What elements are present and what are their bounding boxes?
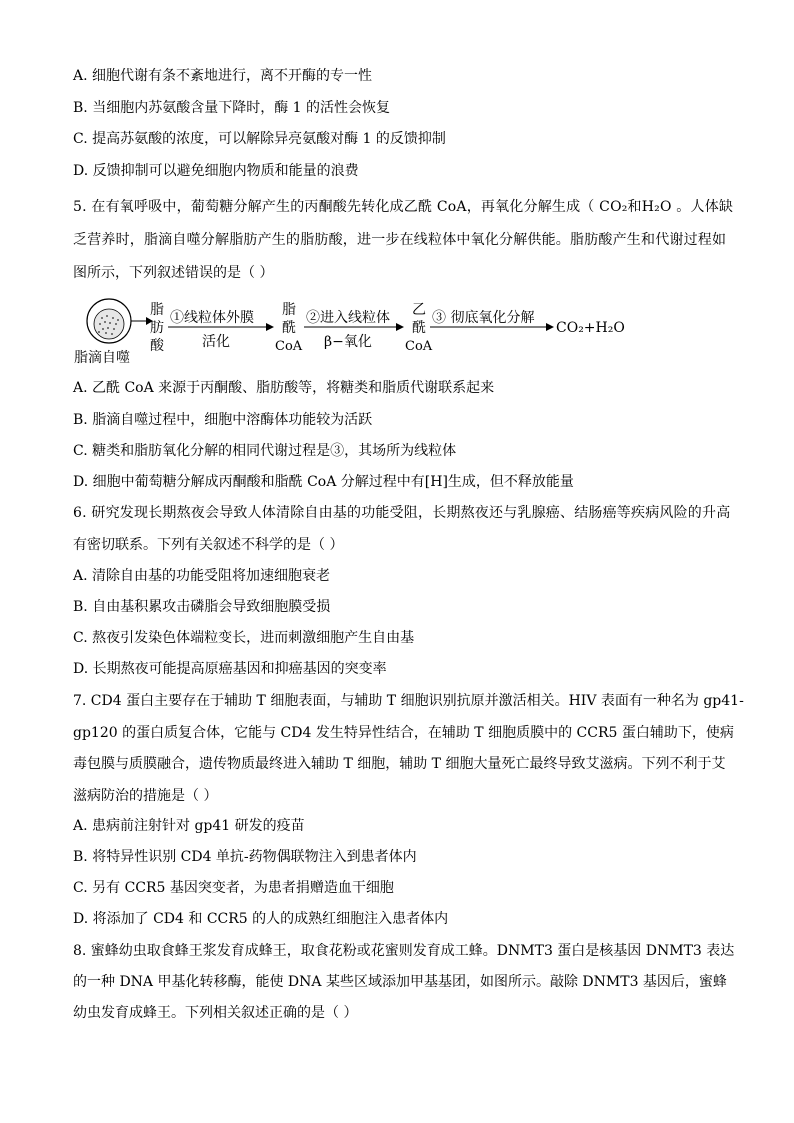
q7-stem-line-4: 滋病防治的措施是（ ） xyxy=(73,788,218,804)
node1-char-1: 脂 xyxy=(150,302,164,318)
q8-stem-line-2: 的一种 DNA 甲基化转移酶，能使 DNA 某些区域添加甲基基团，如图所示。敲除 DNMT3 基因后，蜜蜂 xyxy=(73,974,727,990)
q5-option-d: D. 细胞中葡萄糖分解成丙酮酸和脂酰 CoA 分解过程中有[H]生成，但不释放能量 xyxy=(73,474,574,490)
q6-stem-line-1: 6. 研究发现长期熬夜会导致人体清除自由基的功能受阻，长期熬夜还与乳腺癌、结肠癌等疾病风险的升高 xyxy=(73,505,731,521)
q4-option-a: A. 细胞代谢有条不紊地进行，离不开酶的专一性 xyxy=(73,68,373,84)
node1-char-2: 肪 xyxy=(150,320,164,336)
q4-option-c: C. 提高苏氨酸的浓度，可以解除异亮氨酸对酶 1 的反馈抑制 xyxy=(73,131,446,147)
q6-option-b: B. 自由基积累攻击磷脂会导致细胞膜受损 xyxy=(73,599,331,615)
node3-char-3: CoA xyxy=(405,339,433,354)
product-label: CO₂+H₂O xyxy=(556,320,625,336)
lipid-droplet-icon xyxy=(87,299,131,343)
step1-bottom-label: 活化 xyxy=(202,334,230,350)
step3-top-label: ③ 彻底氧化分解 xyxy=(432,310,535,326)
node2-char-3: CoA xyxy=(275,339,303,354)
q7-option-d: D. 将添加了 CD4 和 CCR5 的人的成熟红细胞注入患者体内 xyxy=(73,911,449,927)
q5-stem-line-3: 图所示，下列叙述错误的是（ ） xyxy=(73,265,274,281)
node1-char-3: 酸 xyxy=(150,338,164,354)
q4-option-d: D. 反馈抑制可以避免细胞内物质和能量的浪费 xyxy=(73,163,359,179)
q5-stem-line-1: 5. 在有氧呼吸中，葡萄糖分解产生的丙酮酸先转化成乙酰 CoA，再氧化分解生成（ CO₂和H₂O 。人体缺 xyxy=(73,199,734,215)
node2-char-2: 酰 xyxy=(282,320,296,336)
q5-stem-line-2: 乏营养时，脂滴自噬分解脂肪产生的脂肪酸，进一步在线粒体中氧化分解供能。脂肪酸产生和代谢过程如 xyxy=(73,232,727,248)
q8-stem-line-3: 幼虫发育成蜂王。下列相关叙述正确的是（ ） xyxy=(73,1005,358,1021)
q5-option-c: C. 糖类和脂肪氧化分解的相同代谢过程是③，其场所为线粒体 xyxy=(73,443,457,459)
q6-option-c: C. 熬夜引发染色体端粒变长，进而刺激细胞产生自由基 xyxy=(73,630,415,646)
node3-char-1: 乙 xyxy=(412,302,426,318)
step2-bottom-label: β−氧化 xyxy=(324,334,372,350)
step1-top-label: ①线粒体外膜 xyxy=(170,310,254,326)
q6-option-d: D. 长期熬夜可能提高原癌基因和抑癌基因的突变率 xyxy=(73,661,387,677)
q6-option-a: A. 清除自由基的功能受阻将加速细胞衰老 xyxy=(73,568,331,584)
q8-stem-line-1: 8. 蜜蜂幼虫取食蜂王浆发育成蜂王，取食花粉或花蜜则发育成工蜂。DNMT3 蛋白是核基因 DNMT3 表达 xyxy=(73,943,735,959)
q5-option-a: A. 乙酰 CoA 来源于丙酮酸、脂肪酸等，将糖类和脂质代谢联系起来 xyxy=(73,380,495,396)
q7-stem-line-3: 毒包膜与质膜融合，遗传物质最终进入辅助 T 细胞，辅助 T 细胞大量死亡最终导致艾滋病。下列不利于艾 xyxy=(73,756,726,772)
q7-stem-line-2: gp120 的蛋白质复合体，它能与 CD4 发生特异性结合，在辅助 T 细胞质膜中的 CCR5 蛋白辅助下，使病 xyxy=(73,725,734,741)
source-label: 脂滴自噬 xyxy=(74,350,130,366)
q7-option-c: C. 另有 CCR5 基因突变者，为患者捐赠造血干细胞 xyxy=(73,880,394,896)
q5-option-b: B. 脂滴自噬过程中，细胞中溶酶体功能较为活跃 xyxy=(73,412,373,428)
q6-stem-line-2: 有密切联系。下列有关叙述不科学的是（ ） xyxy=(73,537,344,553)
q4-option-b: B. 当细胞内苏氨酸含量下降时，酶 1 的活性会恢复 xyxy=(73,100,390,116)
q7-option-b: B. 将特异性识别 CD4 单抗-药物偶联物注入到患者体内 xyxy=(73,849,417,865)
fatty-acid-metabolism-diagram xyxy=(70,296,670,366)
node3-char-2: 酰 xyxy=(412,320,426,336)
q7-stem-line-1: 7. CD4 蛋白主要存在于辅助 T 细胞表面，与辅助 T 细胞识别抗原并激活相关。HIV 表面有一种名为 gp41- xyxy=(73,693,744,709)
node2-char-1: 脂 xyxy=(282,302,296,318)
step2-top-label: ②进入线粒体 xyxy=(306,310,390,326)
q7-option-a: A. 患病前注射针对 gp41 研发的疫苗 xyxy=(73,818,305,834)
